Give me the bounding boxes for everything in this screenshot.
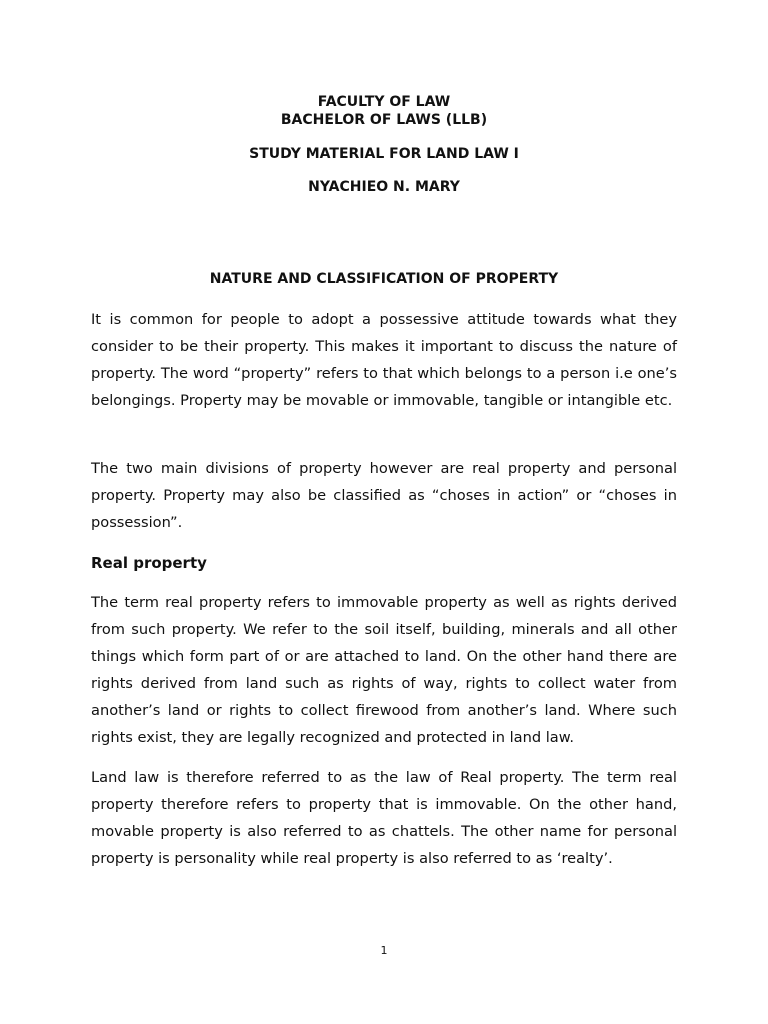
paragraph-land-law: Land law is therefore referred to as the law of Real property. The term real property therefore refers to property that is immovable. On the other hand, movable property is also referred to as chattels. The other name for personal property is personality while real property is also referred to as ‘realty’. [91, 769, 677, 868]
subheading-real-property: Real property [91, 554, 207, 572]
paragraph-nature-of-property: It is common for people to adopt a possessive attitude towards what they consider to be their property. This makes it important to discuss the nature of property. The word “property” refers to that which belongs to a person i.e one’s belongings. Property may be movable or immovable, tangible or intangible etc. [91, 311, 677, 410]
author-heading: NYACHIEO N. MARY [308, 179, 460, 195]
section-title: NATURE AND CLASSIFICATION OF PROPERTY [209, 271, 559, 287]
page-number: 1 [380, 944, 388, 957]
faculty-heading: FACULTY OF LAW [317, 94, 451, 110]
study-material-heading: STUDY MATERIAL FOR LAND LAW I [249, 146, 519, 162]
paragraph-real-property-definition: The term real property refers to immovable property as well as rights derived from such property. We refer to the soil itself, building, minerals and all other things which form part of or are attached to land. On the other hand there are rights derived from land such as rights of way, rights to collect water from another’s land or rights to collect firewood from another’s land. Where such rights exist, they are legally recognized and protected in land law. [91, 594, 677, 747]
degree-heading: BACHELOR OF LAWS (LLB) [280, 112, 488, 128]
paragraph-main-divisions: The two main divisions of property however are real property and personal property. Property may also be classified as “choses in action” or “choses in possession”. [91, 460, 677, 532]
